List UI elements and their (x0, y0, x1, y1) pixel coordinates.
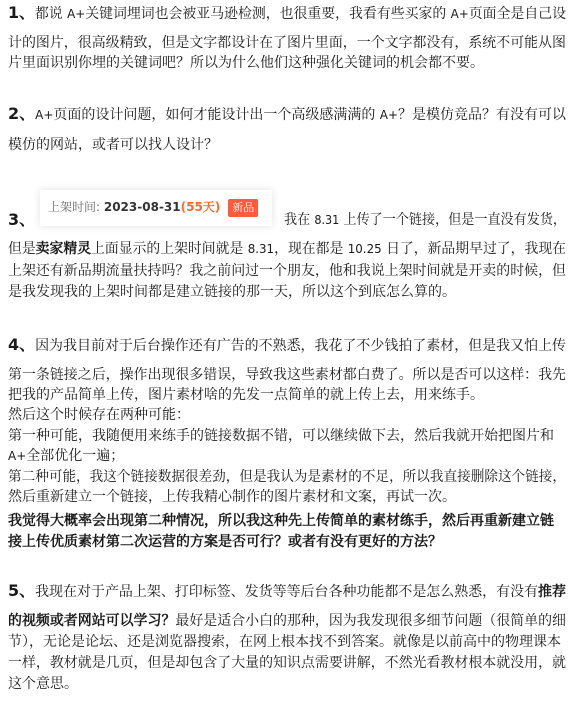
p4-line-8: 然后重新建立一个链接，上传我精心制作的图片素材和文案，再试一次。 (8, 489, 456, 505)
p4-line-2: 第一条链接之后，操作出现很多错误，导致我这些素材都白费了。所以是否可以这样：我先 (8, 367, 566, 383)
p4-text: A+ (8, 449, 27, 463)
p4-text: 全部优化一遍； (26, 448, 125, 464)
p3-text: 我在 (284, 212, 315, 228)
listing-time-row (48, 196, 258, 218)
p5-text: 最好是适合小白的那种，因为我发现很多细节问题（很简单的细 (175, 613, 566, 629)
p3-number: 3、 (8, 210, 36, 229)
p5-line-4: 一样，教材就是几页，但是却包含了大量的知识点需要讲解，不然光看教材根本就没用，就 (8, 655, 566, 671)
p4-line-6 (8, 445, 124, 467)
p4-line-4: 然后这个时候存在两种可能： (8, 407, 190, 423)
p4-line-1 (8, 334, 566, 357)
p4-line-3: 把我的产品简单上传，图片素材啥的先发一点简单的就上传上去，用来练手。 (8, 387, 484, 403)
p4-line-7: 第二种可能，我这个链接数据很差劲，但是我认为是素材的不足，所以我直接删除这个链接， (8, 469, 566, 485)
p5-line-3: 节），无论是论坛、还是浏览器搜索，在网上根本找不到答案。就像是以前高中的物理课本 (8, 634, 561, 650)
p2-line-1 (8, 103, 566, 126)
p3-line-3: 上架还有新品期流量扶持吗？我之前问过一个朋友，他和我说上架时间就是开卖的时候，但 (8, 263, 566, 279)
p3-line-1 (284, 209, 566, 231)
p2-text: A+ (379, 108, 399, 122)
p1-text: 关键词埋词也会被亚马逊检测，也很重要，我看有些买家的 (85, 6, 451, 22)
p5-line-1 (8, 580, 566, 603)
p1-text: 页面全是自己设 (468, 6, 566, 22)
p2-number: 2、 (8, 104, 36, 123)
p3-line-2 (8, 238, 566, 260)
seller-sprite-term: 卖家精灵 (35, 241, 92, 257)
p3-number-line (8, 209, 35, 232)
p2-text: 页面的设计问题，如何才能设计出一个高级感满满的 (53, 107, 380, 123)
p5-line-2 (8, 610, 566, 632)
p3-text: 日了，新品期早过了，我现在 (381, 241, 566, 257)
p3-text: 但是 (8, 241, 36, 257)
new-product-badge: 新品 (228, 199, 258, 217)
p3-line-4: 是我发现我的上架时间都是建立链接的那一天，所以这个到底怎么算的。 (8, 284, 456, 300)
p5-text: 的视频或者网站可以学习？ (8, 613, 176, 629)
listing-date: 2023-08-31 (103, 200, 181, 214)
p1-text: 都说 (34, 6, 68, 22)
p1-text: A+ (67, 7, 86, 21)
p3-text: 8.31 (247, 242, 275, 256)
p3-text: 上传了一个链接，但是一直没有发货， (339, 212, 566, 228)
p2-text: ？是模仿竞品？有没有可以 (398, 107, 566, 123)
p4-bold-line-1: 我觉得大概率会出现第二种情况，所以我这种先上传简单的素材练手，然后再重新建立链 (8, 513, 554, 529)
listing-days: (55天) (180, 200, 221, 214)
p5-text: 我现在对于产品上架、打印标签、发货等等后台各种功能都不是怎么熟悉，有没有 (35, 584, 539, 600)
p1-text: A+ (450, 7, 469, 21)
p2-text: A+ (35, 108, 54, 122)
p4-line-5: 第一种可能，我随便用来练手的链接数据不错，可以继续做下去，然后我就开始把图片和 (8, 428, 554, 444)
p4-bold-line-2: 接上传优质素材第二次运营的方案是否可行？或者有没有更好的方法？ (8, 534, 442, 550)
p3-text: 8.31 (314, 213, 340, 227)
p3-text: 10.25 (347, 242, 382, 256)
p2-line-2: 模仿的网站，或者可以找人设计？ (8, 137, 218, 153)
p5-line-5: 这个意思。 (8, 676, 78, 692)
p1-line-1 (8, 2, 566, 25)
p1-number: 1、 (8, 3, 35, 22)
p1-line-2: 计的图片，很高级精致，但是文字都设计在了图片里面，一个文字都没有，系统不可能从图 (8, 35, 566, 51)
p5-text: 推荐 (538, 584, 566, 600)
p4-text: 因为我目前对于后台操作还有广告的不熟悉，我花了不少钱拍了素材，但是我又怕上传 (35, 338, 566, 354)
p1-line-3: 片里面识别你埋的关键词吧？所以为什么他们这种强化关键词的机会都不要。 (8, 55, 484, 71)
listing-time-screenshot (40, 190, 272, 226)
p5-number: 5、 (8, 581, 36, 600)
p3-text: ，现在都是 (274, 241, 348, 257)
p3-text: 上面显示的上架时间就是 (91, 241, 248, 257)
p4-number: 4、 (8, 335, 36, 354)
listing-time-label: 上架时间: (48, 200, 104, 214)
